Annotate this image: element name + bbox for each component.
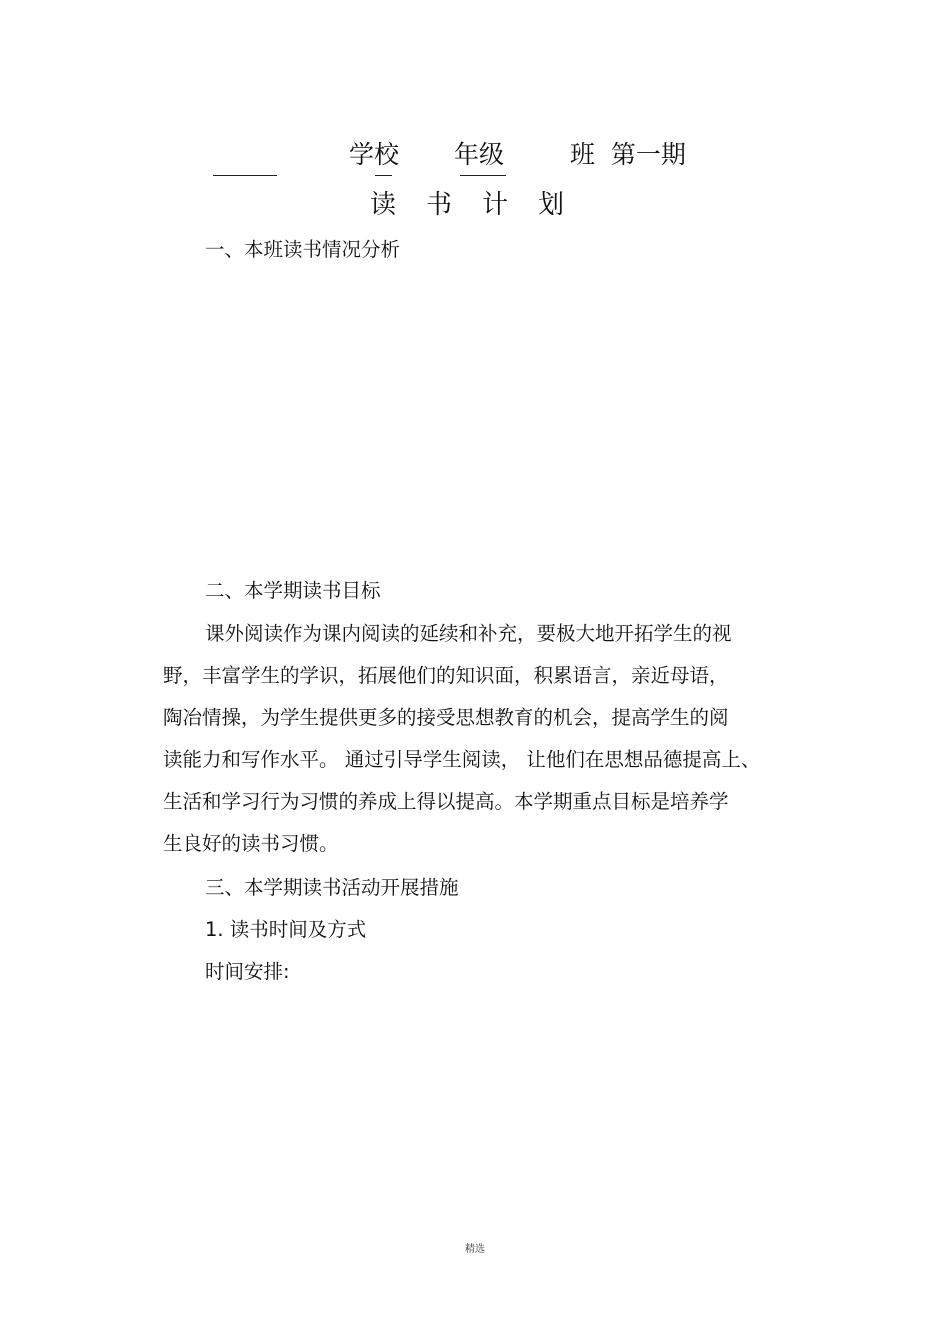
body-line-2: 野，丰富学生的学识，拓展他们的知识面，积累语言，亲近母语， [163, 664, 729, 687]
section-heading-2: 二、本学期读书目标 [205, 579, 381, 602]
body-line-4: 读能力和写作水平。 通过引导学生阅读， 让他们在思想品德提高上、 [163, 748, 761, 771]
document-title: 读书计划 [370, 190, 595, 220]
time-arrangement-label: 时间安排: [205, 960, 290, 983]
body-line-6: 生良好的读书习惯。 [163, 832, 339, 855]
body-line-3: 陶冶情操，为学生提供更多的接受思想教育的机会，提高学生的阅 [163, 706, 729, 729]
school-suffix-blank [375, 175, 392, 176]
school-name-blank [213, 175, 277, 176]
item-1-heading: 1. 读书时间及方式 [205, 918, 367, 941]
body-line-1: 课外阅读作为课内阅读的延续和补充，要极大地开拓学生的视 [205, 622, 732, 645]
body-line-5: 生活和学习行为习惯的养成上得以提高。本学期重点目标是培养学 [163, 790, 729, 813]
grade-label: 年级 [454, 140, 505, 169]
page-footer: 精选 [465, 1244, 485, 1255]
section-heading-3: 三、本学期读书活动开展措施 [205, 876, 459, 899]
class-term-label: 班 第一期 [570, 140, 686, 169]
section-heading-1: 一、本班读书情况分析 [205, 238, 401, 261]
grade-blank [460, 175, 506, 176]
school-label: 学校 [349, 140, 400, 169]
